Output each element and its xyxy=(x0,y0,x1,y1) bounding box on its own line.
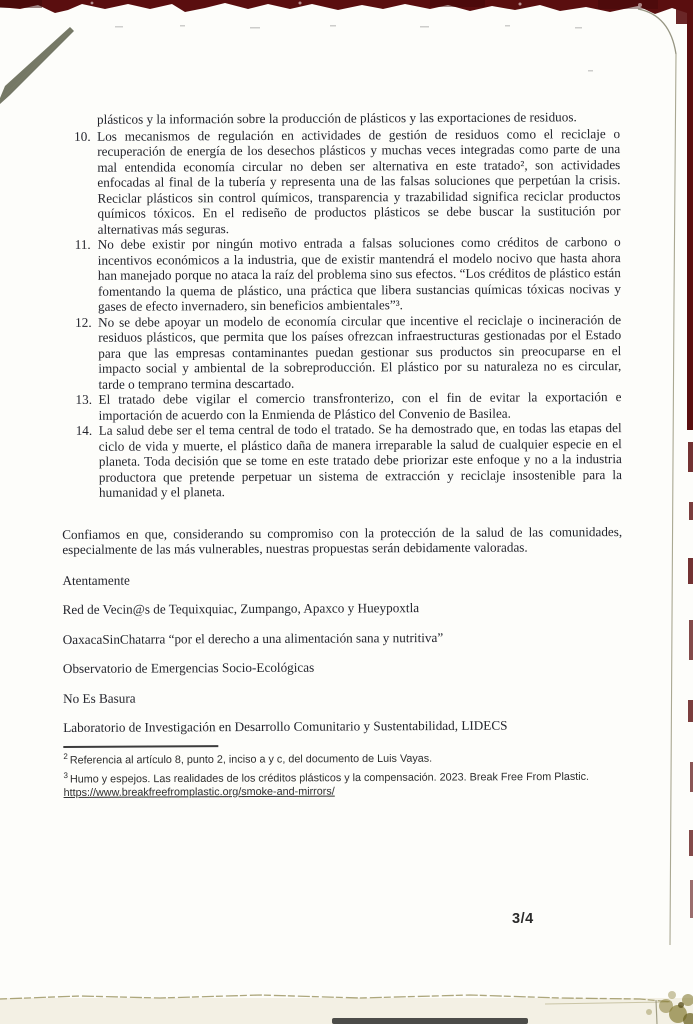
scan-background-right-band xyxy=(676,0,693,918)
footnote-separator xyxy=(63,745,218,748)
salutation: Atentamente xyxy=(62,572,130,588)
signatory: No Es Basura xyxy=(63,690,136,706)
signatory: Red de Vecin@s de Tequixquiac, Zumpango, Apaxco y Hueypoxtla xyxy=(62,600,420,617)
page-edge-right xyxy=(638,9,676,945)
crease-mark xyxy=(0,27,74,104)
list-item-number: 11. xyxy=(74,236,91,252)
list-item xyxy=(76,420,622,500)
dark-object-bottom xyxy=(332,1018,528,1024)
list-item-number: 13. xyxy=(75,391,93,407)
signatory: OaxacaSinChatarra “por el derecho a una alimentación sana y nutritiva” xyxy=(62,629,444,647)
list-item-number: 12. xyxy=(75,314,92,330)
list-item xyxy=(75,234,621,314)
list-item xyxy=(74,126,621,237)
footnote-url: https://www.breakfreefromplastic.org/smoke-and-mirrors/ xyxy=(63,785,335,799)
list-item-text: La salud debe ser el tema central de todo el tratado. Se ha demostrado que, en todas las etapas del ciclo de vida y muerte, el plástico daña de manera irreparable la salud de cualquier especie en el planeta. Toda decisión que se tome en este tratado debe priorizar este enfoque y no a la industria productora que pretende perpetuar un sistema de extracción y reciclaje insostenible para la humanidad y el planeta. xyxy=(98,420,622,500)
signatory: Observatorio de Emergencias Socio-Ecológicas xyxy=(62,659,315,676)
footnote-marker: 3 xyxy=(63,771,68,781)
page-edge-bottom xyxy=(0,995,693,1024)
list-item-text: El tratado debe vigilar el comercio transfronterizo, con el fin de evitar la exportación e importación de acuerdo con la Enmienda de Plástico del Convenio de Basilea. xyxy=(98,389,622,423)
list-item-text: No se debe apoyar un modelo de economía circular que incentive el reciclaje o incineración de residuos plásticos, que permita que los países ofrezcan infraestructuras gestionadas por el Estado para que las empresas contaminantes puedan gestionar sus productos sin preocuparse en el impacto social y ambiental de la sobreproducción. El plástico por su naturaleza no es circular, tarde o temprano termina descartado. xyxy=(98,311,622,392)
list-item xyxy=(75,389,621,423)
list-item-number: 14. xyxy=(75,422,93,438)
list-item xyxy=(75,312,621,392)
footnote xyxy=(63,766,623,800)
bottom-right-smudge xyxy=(646,991,693,1024)
paragraph-continuation: plásticos y la información sobre la producción de plásticos y las exportaciones de residuos. xyxy=(96,109,577,127)
footnote-text: Referencia al artículo 8, punto 2, inciso a y c, del documento de Luis Vayas. xyxy=(69,752,433,767)
footnote-marker: 2 xyxy=(63,751,68,761)
scan-noise xyxy=(115,25,593,72)
page-number: 3/4 xyxy=(512,911,534,927)
list-item-text: Los mecanismos de regulación en actividades de gestión de residuos como el reciclaje o recuperación de energía de los desechos plásticos y muchas veces integradas como parte de una mal entendida economía circular no deben ser alternativa en este tratado², son actividades enfocadas al final de la tubería y representa una de las falsas soluciones que perpetúan la crisis. Reciclar plásticos sin control químicos, transparencia y trazabilidad significa reciclar productos químicos tóxicos. En el rediseño de productos plásticos se debe buscar la sustitución por alternativas más seguras. xyxy=(97,125,621,237)
scan-background-top-band xyxy=(0,0,693,15)
signatory: Laboratorio de Investigación en Desarrollo Comunitario y Sustentabilidad, LIDECS xyxy=(63,717,508,735)
footnote xyxy=(63,747,623,768)
list-item-text: No debe existir por ningún motivo entrada a falsas soluciones como créditos de carbono o incentivos económicos a la industria, que de existir mantendrá el modelo nocivo que hasta ahora han manejado porque no ataca la raíz del problema sino sus efectos. “Los créditos de plástico están fomentando la quema de plástico, una práctica que libera sustancias químicas tóxicas nocivas y gases de efecto invernadero, sin beneficios ambientales”³. xyxy=(97,234,621,314)
letter-body xyxy=(60,109,624,800)
numbered-list xyxy=(60,126,622,501)
footnote-text: Humo y espejos. Las realidades de los créditos plásticos y la compensación. 2023. Break Free From Plastic. xyxy=(69,770,590,786)
list-item-number: 10. xyxy=(74,128,91,144)
closing-paragraph: Confiamos en que, considerando su compromiso con la protección de la salud de las comunidades, especialmente de las más vulnerables, nuestras propuestas serán debidamente valoradas. xyxy=(62,523,623,557)
